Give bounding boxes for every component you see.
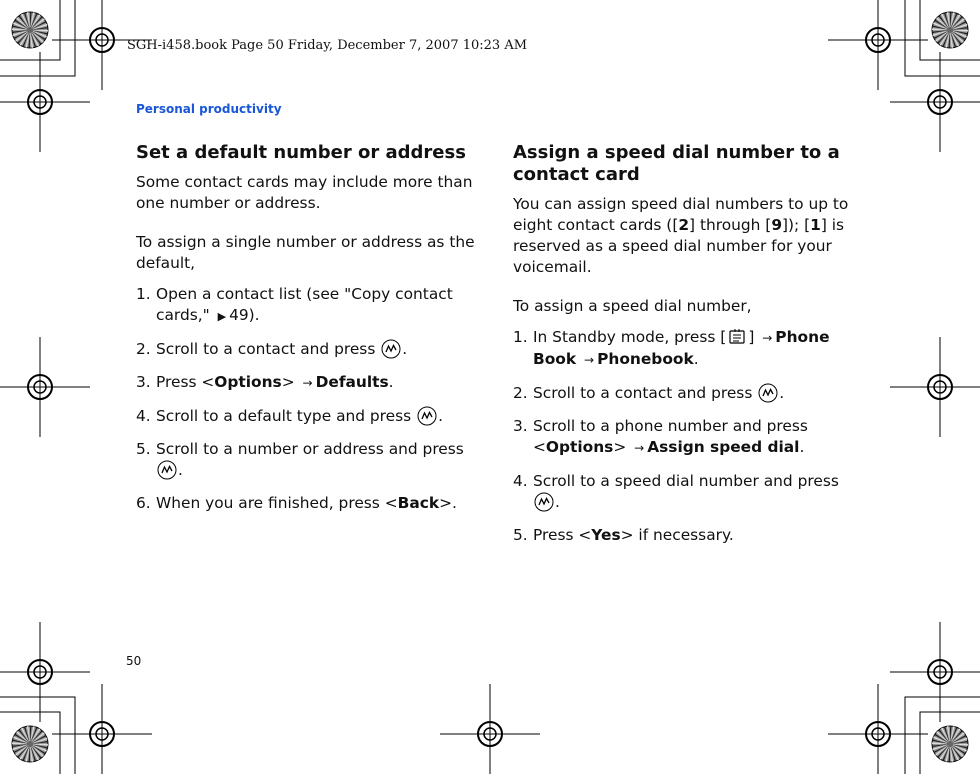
- page-ref-triangle-icon: ▶: [217, 310, 227, 323]
- list-item: [513, 525, 853, 546]
- page-number: 50: [126, 654, 142, 668]
- step-number: 2.: [136, 340, 151, 358]
- step-text: Scroll to a default type and press: [156, 407, 412, 425]
- arrow-icon: →: [762, 331, 773, 345]
- list-item: [136, 284, 476, 327]
- right-lead: To assign a speed dial number,: [513, 297, 752, 315]
- step-text: .: [402, 340, 408, 358]
- ok-key-icon: [534, 492, 554, 512]
- ok-key-icon: [381, 339, 401, 359]
- left-column: [136, 142, 476, 526]
- step-number: 5.: [136, 440, 151, 458]
- left-title: Set a default number or address: [136, 142, 466, 163]
- step-text: In Standby mode, press [: [533, 328, 727, 346]
- step-text: .: [693, 350, 699, 368]
- step-number: 4.: [513, 472, 528, 490]
- ok-key-icon: [417, 406, 437, 426]
- intro-text: You can assign speed dial numbers to up to eight contact cards ([: [513, 195, 849, 234]
- ok-key-icon: [157, 460, 177, 480]
- step-number: 5.: [513, 526, 528, 544]
- right-steps: [513, 327, 853, 546]
- contacts-key-icon: [727, 327, 747, 347]
- menu-option: Assign speed dial: [647, 438, 800, 456]
- step-text: .: [438, 407, 443, 425]
- step-text: Scroll to a number or address and press: [156, 440, 464, 458]
- step-text: Scroll to a phone number and press <: [533, 417, 808, 456]
- softkey-label: Options: [214, 373, 282, 391]
- color-star-mark: [932, 726, 968, 762]
- section-header: Personal productivity: [136, 102, 282, 116]
- step-text: Scroll to a contact and press: [156, 340, 376, 358]
- list-item: [136, 439, 476, 481]
- list-item: [513, 471, 853, 513]
- key-label: 1: [810, 216, 821, 234]
- step-number: 3.: [136, 373, 151, 391]
- step-number: 1.: [513, 328, 528, 346]
- arrow-icon: →: [584, 353, 595, 367]
- list-item: [136, 406, 476, 427]
- softkey-label: Back: [397, 494, 440, 512]
- step-text: Scroll to a contact and press: [533, 384, 753, 402]
- step-text: When you are finished, press <: [156, 494, 398, 512]
- softkey-label: Options: [545, 438, 614, 456]
- step-text: ]: [748, 328, 755, 346]
- step-number: 1.: [136, 285, 151, 303]
- registration-mark: [0, 52, 90, 152]
- step-text: >.: [439, 494, 457, 512]
- list-item: [136, 339, 476, 360]
- step-text: .: [178, 461, 183, 479]
- right-intro: [513, 194, 853, 278]
- menu-option: Phonebook: [597, 350, 694, 368]
- right-column: [513, 142, 853, 558]
- registration-mark: [0, 622, 90, 722]
- left-lead: To assign a single number or address as the default,: [136, 233, 475, 272]
- arrow-icon: →: [302, 376, 313, 390]
- registration-mark: [890, 337, 980, 437]
- step-text: .: [779, 384, 785, 402]
- step-text: >: [281, 373, 295, 391]
- list-item: [513, 416, 853, 459]
- step-number: 4.: [136, 407, 151, 425]
- registration-mark: [890, 52, 980, 152]
- registration-mark: [0, 337, 90, 437]
- arrow-icon: →: [634, 441, 645, 455]
- step-text: .: [388, 373, 394, 391]
- intro-text: ] through [: [689, 216, 772, 234]
- key-label: 9: [771, 216, 783, 234]
- left-steps: [136, 284, 476, 514]
- step-number: 2.: [513, 384, 528, 402]
- step-text: .: [555, 493, 560, 511]
- step-text: >: [613, 438, 627, 456]
- right-title: Assign a speed dial number to a contact card: [513, 142, 840, 185]
- key-label: 2: [678, 216, 690, 234]
- softkey-label: Yes: [591, 526, 621, 544]
- step-number: 6.: [136, 494, 151, 512]
- step-text: 49).: [229, 306, 260, 324]
- step-number: 3.: [513, 417, 528, 435]
- color-star-mark: [12, 12, 48, 48]
- step-text: Open a contact list (see "Copy contact cards,": [156, 285, 453, 324]
- intro-text: ]); [: [782, 216, 811, 234]
- list-item: [513, 327, 853, 371]
- step-text: Press <: [156, 373, 215, 391]
- menu-option: Defaults: [315, 373, 389, 391]
- color-star-mark: [12, 726, 48, 762]
- list-item: [513, 383, 853, 404]
- intro-text: ] is reserved as a speed dial number for your voicemail.: [513, 216, 845, 276]
- menu-option: Phone Book: [533, 328, 830, 368]
- registration-mark: [440, 684, 540, 774]
- left-intro: Some contact cards may include more than one number or address.: [136, 173, 473, 212]
- list-item: [136, 493, 476, 514]
- step-text: Scroll to a speed dial number and press: [533, 472, 839, 490]
- list-item: [136, 372, 476, 394]
- step-text: .: [799, 438, 805, 456]
- ok-key-icon: [758, 383, 778, 403]
- registration-mark: [890, 622, 980, 722]
- color-star-mark: [932, 12, 968, 48]
- print-slug: SGH-i458.book Page 50 Friday, December 7, 2007 10:23 AM: [127, 38, 528, 53]
- step-text: > if necessary.: [620, 526, 734, 544]
- step-text: Press <: [533, 526, 592, 544]
